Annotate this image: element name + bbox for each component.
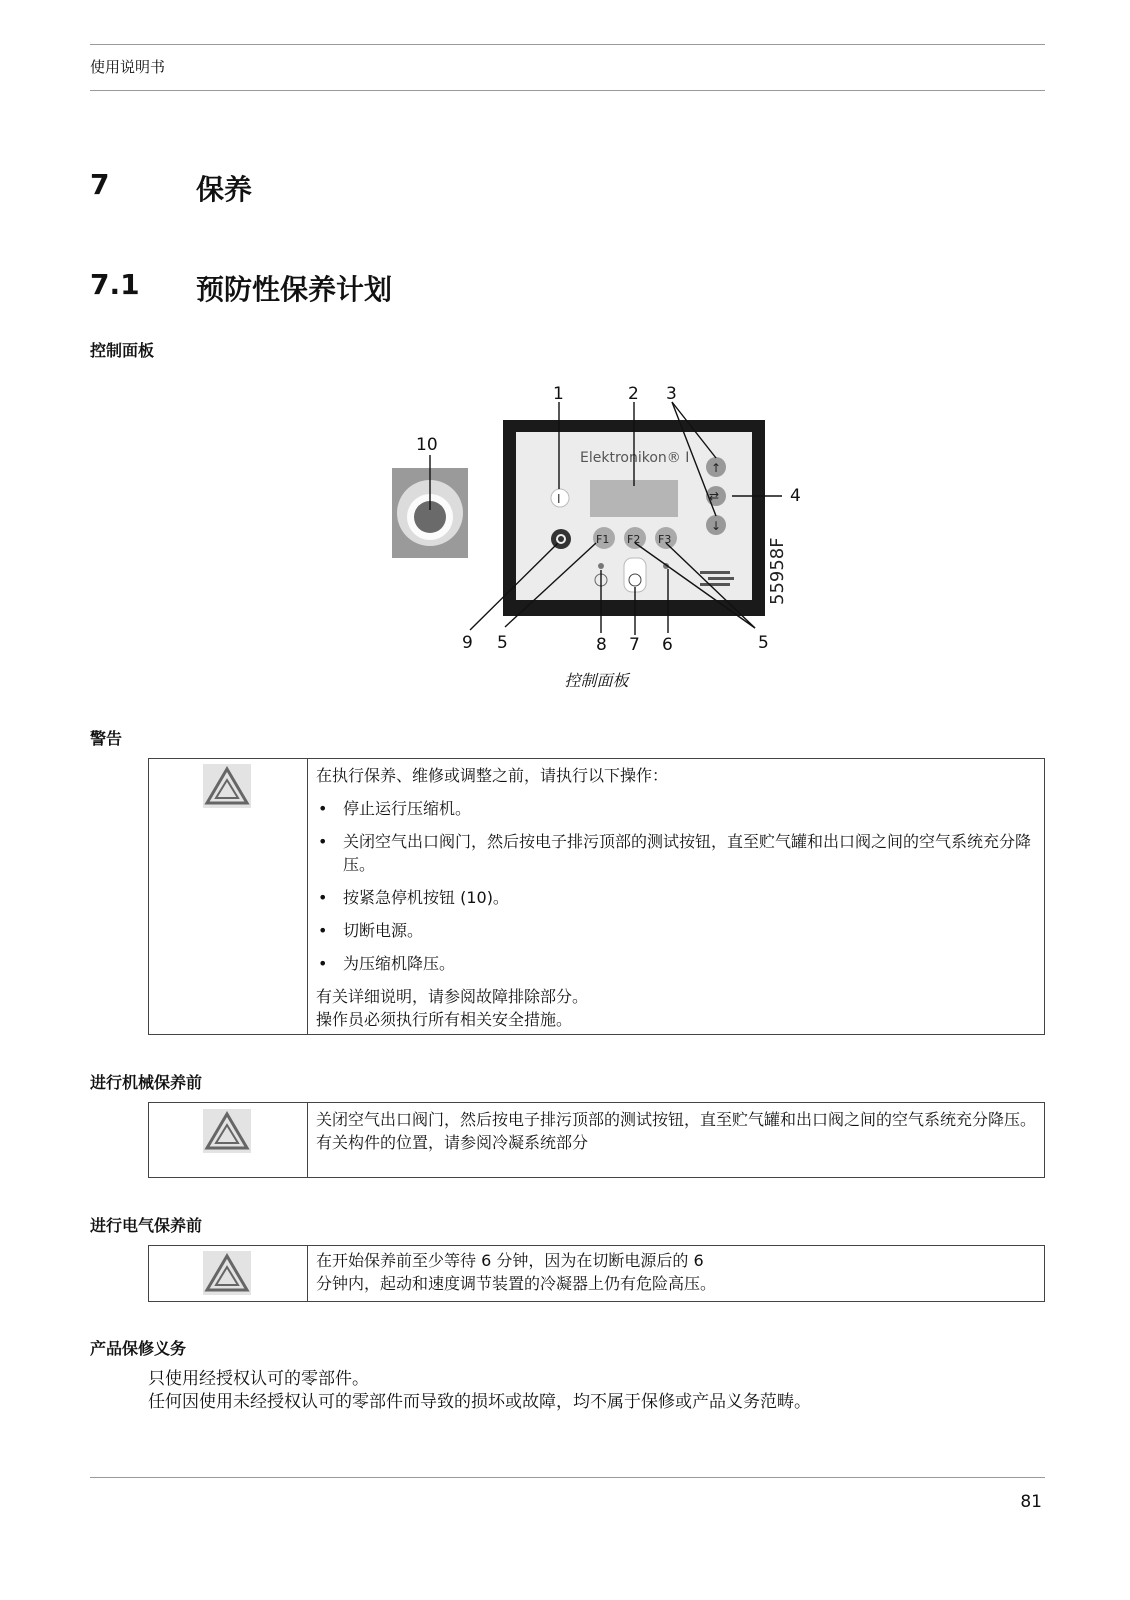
electrical-heading: 进行电气保养前	[90, 1216, 203, 1235]
page-number: 81	[1020, 1492, 1042, 1512]
svg-text:5: 5	[497, 633, 508, 653]
electrical-line: 分钟内，起动和速度调节装置的冷凝器上仍有危险高压。	[316, 1274, 717, 1293]
warning-triangle-icon	[203, 1251, 251, 1295]
warning-intro: 在执行保养、维修或调整之前，请执行以下操作：	[316, 766, 669, 785]
warning-item: • 停止运行压缩机。	[316, 797, 1036, 820]
chapter-title: 保养	[196, 173, 253, 206]
warning-item: • 按紧急停机按钮 (10)。	[316, 886, 1036, 909]
svg-text:F3: F3	[658, 533, 672, 546]
svg-text:F2: F2	[627, 533, 641, 546]
warning-note: 有关详细说明，请参阅故障排除部分。	[316, 987, 589, 1006]
svg-text:I: I	[557, 492, 561, 506]
svg-text:7: 7	[629, 635, 640, 655]
header-top-rule	[90, 44, 1045, 45]
svg-text:↓: ↓	[711, 519, 722, 533]
function-keys	[593, 527, 677, 549]
svg-text:1: 1	[553, 384, 564, 404]
warning-text	[308, 759, 1044, 1034]
figure-code: 55958F	[767, 537, 788, 605]
svg-text:8: 8	[596, 635, 607, 655]
mechanical-instruction: 关闭空气出口阀门，然后按电子排污顶部的测试按钮，直至贮气罐和出口阀之间的空气系统充分降压。	[316, 1110, 1037, 1129]
svg-text:9: 9	[462, 633, 473, 653]
mechanical-text	[308, 1103, 1044, 1177]
warning-icon-cell	[149, 759, 308, 1034]
svg-text:4: 4	[790, 486, 801, 506]
warranty-line: 只使用经授权认可的零部件。	[148, 1369, 369, 1389]
warning-icon-cell	[149, 1246, 308, 1301]
svg-text:5: 5	[758, 633, 769, 653]
warranty-line: 任何因使用未经授权认可的零部件而导致的损坏或故障，均不属于保修或产品义务范畴。	[148, 1392, 811, 1412]
warning-item: • 为压缩机降压。	[316, 952, 1036, 975]
svg-text:3: 3	[666, 384, 677, 404]
mechanical-reference: 有关构件的位置，请参阅冷凝系统部分	[316, 1133, 589, 1152]
control-panel-heading: 控制面板	[90, 341, 155, 360]
footer-rule	[90, 1477, 1045, 1478]
electrical-text	[308, 1246, 1044, 1301]
warning-item: • 关闭空气出口阀门，然后按电子排污顶部的测试按钮，直至贮气罐和出口阀之间的空气系统充分降压。	[316, 830, 1036, 876]
warning-list	[316, 797, 1036, 975]
header-bottom-rule	[90, 90, 1045, 91]
warning-box	[148, 758, 1045, 1035]
warranty-text	[148, 1368, 811, 1414]
brand-label: Elektronikon® I	[580, 450, 690, 466]
section-number: 7.1	[90, 268, 140, 301]
svg-text:6: 6	[662, 635, 673, 655]
warning-heading: 警告	[90, 729, 123, 748]
warning-icon-cell	[149, 1103, 308, 1177]
chapter-number: 7	[90, 168, 110, 201]
warning-item: • 切断电源。	[316, 919, 1036, 942]
svg-text:⇄: ⇄	[709, 489, 720, 503]
warranty-heading: 产品保修义务	[90, 1339, 187, 1358]
warning-triangle-icon	[203, 764, 251, 808]
mechanical-heading: 进行机械保养前	[90, 1073, 203, 1092]
electrical-warning-box	[148, 1245, 1045, 1302]
mechanical-warning-box	[148, 1102, 1045, 1178]
electrical-line: 在开始保养前至少等待 6 分钟，因为在切断电源后的 6	[316, 1251, 704, 1270]
warning-note: 操作员必须执行所有相关安全措施。	[316, 1010, 573, 1029]
svg-text:10: 10	[416, 435, 438, 455]
svg-text:F1: F1	[596, 533, 610, 546]
section-title: 预防性保养计划	[196, 273, 393, 306]
control-panel-figure	[380, 378, 820, 660]
warning-triangle-icon	[203, 1109, 251, 1153]
svg-text:↑: ↑	[711, 461, 722, 475]
document-title: 使用说明书	[90, 58, 166, 76]
figure-caption: 控制面板	[564, 671, 629, 690]
svg-text:2: 2	[628, 384, 639, 404]
